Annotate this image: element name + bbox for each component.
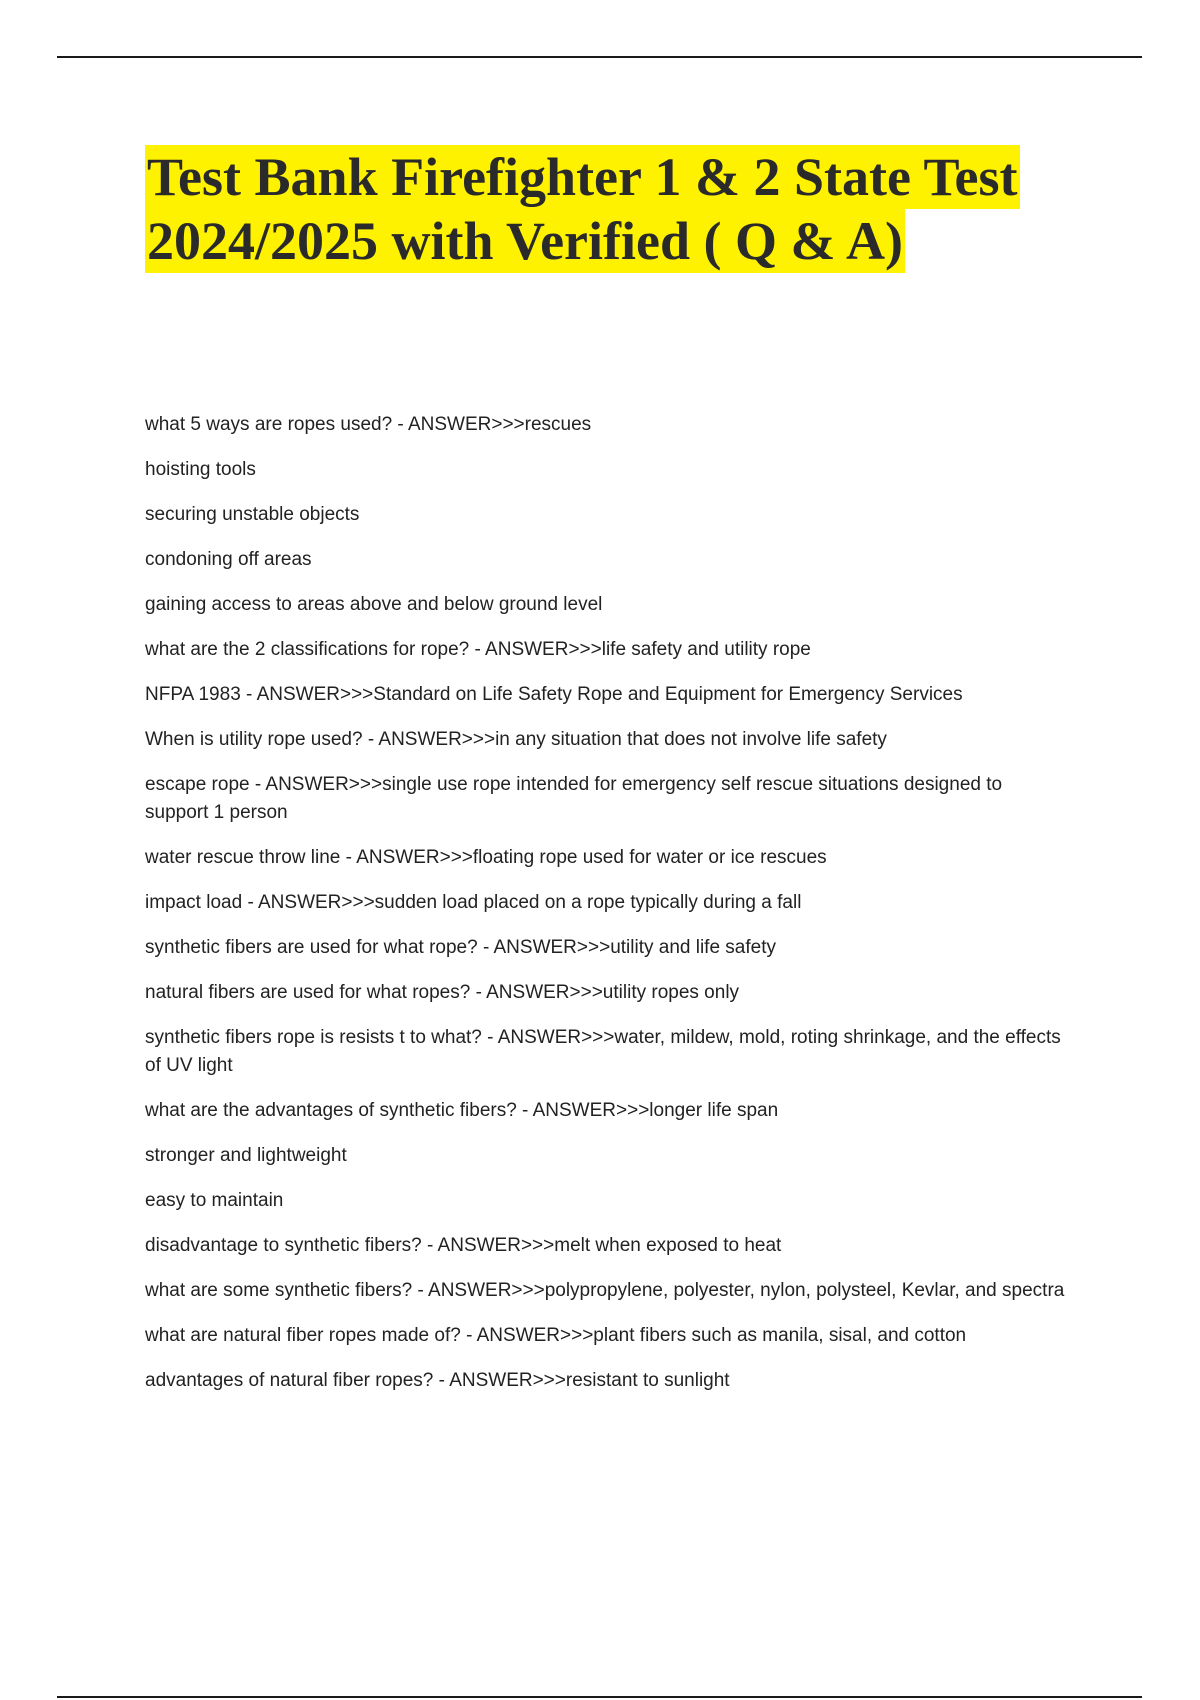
qa-item: securing unstable objects	[145, 504, 360, 525]
footer-rule	[57, 1696, 1142, 1698]
qa-item: synthetic fibers are used for what rope? - ANSWER>>>utility and life safety	[145, 937, 776, 958]
header-rule	[57, 56, 1142, 58]
qa-item: natural fibers are used for what ropes? - ANSWER>>>utility ropes only	[145, 982, 740, 1003]
qa-list	[145, 411, 1065, 1412]
title-line-2: 2024/2025 with Verified ( Q & A)	[147, 211, 903, 271]
qa-item: water rescue throw line - ANSWER>>>floating rope used for water or ice rescues	[145, 847, 827, 868]
qa-item: what 5 ways are ropes used? - ANSWER>>>rescues	[145, 414, 592, 435]
qa-item: what are the advantages of synthetic fibers? - ANSWER>>>longer life span	[145, 1100, 779, 1121]
qa-item: condoning off areas	[145, 549, 312, 570]
qa-item: what are natural fiber ropes made of? - ANSWER>>>plant fibers such as manila, sisal, and cotton	[145, 1325, 967, 1346]
qa-item: what are the 2 classifications for rope? - ANSWER>>>life safety and utility rope	[145, 639, 811, 660]
qa-item: impact load - ANSWER>>>sudden load placed on a rope typically during a fall	[145, 892, 802, 913]
qa-item: NFPA 1983 - ANSWER>>>Standard on Life Safety Rope and Equipment for Emergency Services	[145, 684, 963, 705]
qa-item: hoisting tools	[145, 459, 256, 480]
qa-item: stronger and lightweight	[145, 1145, 347, 1166]
qa-item: advantages of natural fiber ropes? - ANSWER>>>resistant to sunlight	[145, 1370, 730, 1391]
qa-item: synthetic fibers rope is resists t to what? - ANSWER>>>water, mildew, mold, roting shrinkage, and the effects of UV light	[145, 1027, 1061, 1076]
qa-item: gaining access to areas above and below ground level	[145, 594, 603, 615]
qa-item: easy to maintain	[145, 1190, 284, 1211]
qa-item: disadvantage to synthetic fibers? - ANSWER>>>melt when exposed to heat	[145, 1235, 782, 1256]
qa-item: When is utility rope used? - ANSWER>>>in any situation that does not involve life safety	[145, 729, 887, 750]
qa-item: escape rope - ANSWER>>>single use rope intended for emergency self rescue situations designed to support 1 person	[145, 774, 1003, 823]
document-title	[145, 145, 1065, 273]
qa-item: what are some synthetic fibers? - ANSWER>>>polypropylene, polyester, nylon, polysteel, Kevlar, and spectra	[145, 1280, 1065, 1301]
title-line-1: Test Bank Firefighter 1 & 2 State Test	[147, 147, 1018, 207]
